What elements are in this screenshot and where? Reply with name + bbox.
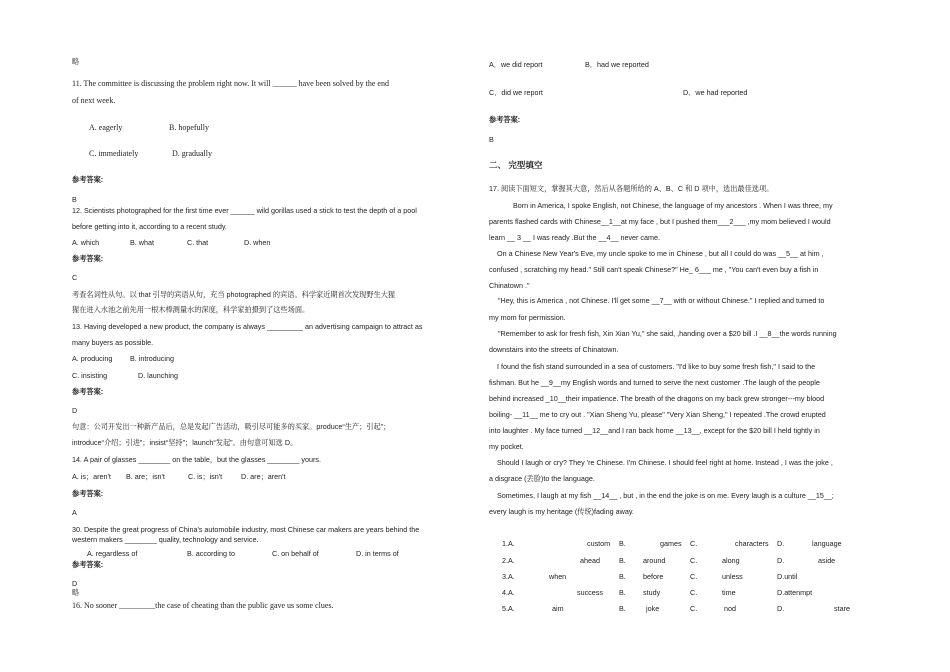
option-b-value: games xyxy=(660,539,682,548)
passage-line: my mom for permission. xyxy=(489,313,566,322)
option-b-value: before xyxy=(643,572,664,581)
passage-line: Born in America, I spoke English, not Chinese, the language of my ancestors . When I was three, my xyxy=(513,201,833,210)
passage-line: confused , scratching my head." Still can't speak Chinese?" He_ 6___ me , "You can't even buy a fish in xyxy=(489,265,819,274)
answer-value: B xyxy=(72,195,77,204)
option-number: 3.A. xyxy=(502,572,515,581)
answer-label: 参考答案: xyxy=(72,254,104,263)
option-d-letter: D. xyxy=(777,556,785,565)
q16-option-d: D．we had reported xyxy=(683,88,748,97)
option-c-letter: C. xyxy=(690,539,698,548)
q14-option-a: A. is；aren't xyxy=(72,472,111,481)
option-c-value: nod xyxy=(724,604,736,613)
option-b-letter: B. xyxy=(619,556,626,565)
answer-label: 参考答案: xyxy=(489,115,521,124)
explanation-line: 猩在进入水池之前先用一根木棒测量水的深度，科学家拍摄到了这些场面。 xyxy=(72,305,310,314)
option-b-letter: B. xyxy=(619,572,626,581)
option-a-value: custom xyxy=(587,539,611,548)
option-b-letter: B. xyxy=(619,539,626,548)
q12-option-c: C. that xyxy=(187,238,209,247)
option-number: 1.A. xyxy=(502,539,515,548)
option-number: 4.A. xyxy=(502,588,515,597)
passage-line: Sometimes, I laugh at my fish __14__ , but , in the end the joke is on me. Every laugh is a culture __15__; xyxy=(497,491,834,500)
passage-line: fishman. But he __9__my English words and turned to serve the next customer .The laugh of the people xyxy=(489,378,820,387)
answer-label: 参考答案: xyxy=(72,489,104,498)
option-c-value: along xyxy=(722,556,740,565)
option-b-value: study xyxy=(643,588,661,597)
q13-option-b: B. introducing xyxy=(130,354,174,363)
q13-option-c: C. insisting xyxy=(72,371,108,380)
q11-option-a: A. eagerly xyxy=(89,123,123,132)
option-a-value: ahead xyxy=(580,556,600,565)
option-b-value: around xyxy=(643,556,666,565)
option-c-value: time xyxy=(722,588,736,597)
passage-line: Should I laugh or cry? They 're Chinese. I'm Chinese. I should feel right at home. Instead , I was the joke , xyxy=(497,458,833,467)
passage-line: boiling- __11__ me to cry out . "Xian Sheng Yu, please" "Very Xian Sheng," I repeated .The crowd erupted xyxy=(489,410,826,419)
option-b-value: joke xyxy=(646,604,660,613)
answer-value: D xyxy=(72,406,78,415)
passage-line: On a Chinese New Year's Eve, my uncle spoke to me in Chinese , but all I could do was __5__ at him , xyxy=(497,249,824,258)
answer-value: D xyxy=(72,579,78,588)
passage-line: "Hey, this is America , not Chinese. I'll get some __7__ with or without Chinese." I replied and turned to xyxy=(498,296,825,305)
option-d-value: aside xyxy=(818,556,836,565)
passage-line: behind increased _10__their impatience. The breath of the dragons on my back grew stronger---my blood xyxy=(489,394,825,403)
question-11-line1: 11. The committee is discussing the problem right now. It will ______ have been solved by the end xyxy=(72,79,389,88)
question-11-line2: of next week. xyxy=(72,96,116,105)
question-14-line1: 14. A pair of glasses ________ on the table，but the glasses ________ yours. xyxy=(72,455,321,464)
option-c-letter: C. xyxy=(690,588,698,597)
answer-value: A xyxy=(72,508,77,517)
q30-option-a: A. regardless of xyxy=(87,549,138,558)
question-17-intro: 17. 阅读下面短文，掌握其大意，然后从各题所给的 A、B、C 和 D 项中，选出最佳选项。 xyxy=(489,184,774,193)
note-lue: 略 xyxy=(72,57,80,66)
q12-option-b: B. what xyxy=(130,238,154,247)
passage-line: parents flashed cards with Chinese__1__at my face , but I pushed them___2___ ,my mom believed I would xyxy=(489,217,831,226)
passage-line: learn __ 3 __ I was ready .But the __4__ never came. xyxy=(489,233,661,242)
passage-line: into laughter . My face turned __12__and I ran back home __13__, except for the $20 bill I held tightly in xyxy=(489,426,820,435)
option-d-value: language xyxy=(812,539,842,548)
option-c-letter: C. xyxy=(690,572,698,581)
explanation-line: 句意：公司开发出一种新产品后，总是发起广告活动，吸引尽可能多的买家。produce“生产；引起”； xyxy=(72,422,391,431)
question-16-line1: 16. No sooner _________the case of cheating than the public gave us some clues. xyxy=(72,601,334,610)
option-c-value: unless xyxy=(722,572,743,581)
q11-option-d: D. gradually xyxy=(172,149,212,158)
option-d-value: stare xyxy=(834,604,850,613)
question-13-line1: 13. Having developed a new product, the company is always _________ an advertising campaign to attract as xyxy=(72,322,423,331)
passage-line: I found the fish stand surrounded in a sea of customers. "I'd like to buy some fresh fish," I said to the xyxy=(497,362,816,371)
option-a-value: aim xyxy=(552,604,564,613)
q11-option-c: C. immediately xyxy=(89,149,139,158)
passage-line: a disgrace (丢脸)to the language. xyxy=(489,474,595,483)
q14-option-b: B. are；isn't xyxy=(126,472,165,481)
option-a-value: when xyxy=(549,572,567,581)
question-12-line1: 12. Scientists photographed for the first time ever ______ wild gorillas used a stick to test the depth of a pool xyxy=(72,206,417,215)
option-d-letter: D.attenmpt xyxy=(777,588,813,597)
passage-line: downstairs into the streets of Chinatown. xyxy=(489,345,619,354)
question-30-line1: 30. Despite the great progress of China's automobile industry, most Chinese car makers are years behind the xyxy=(72,525,420,534)
q12-option-d: D. when xyxy=(244,238,271,247)
q16-option-b: B．had we reported xyxy=(585,60,649,69)
option-number: 5.A. xyxy=(502,604,515,613)
q16-option-c: C．did we report xyxy=(489,88,543,97)
passage-line: Chinatown ." xyxy=(489,281,530,290)
explanation-line: introduce“介绍；引进”；insist“坚持”；launch“发起”。由句意可知选 D。 xyxy=(72,438,298,447)
answer-value: B xyxy=(489,135,494,144)
option-d-letter: D. xyxy=(777,604,785,613)
passage-line: every laugh is my heritage (传统)fading away. xyxy=(489,507,634,516)
option-d-letter: D. xyxy=(777,539,785,548)
answer-value: C xyxy=(72,273,78,282)
q30-option-d: D. in terms of xyxy=(356,549,399,558)
option-c-value: characters xyxy=(735,539,769,548)
question-12-line2: before getting into it, according to a recent study. xyxy=(72,222,227,231)
explanation-line: 考查名词性从句。以 that 引导的宾语从句，充当 photographed 的宾语。科学家近期首次发现野生大猩 xyxy=(72,290,396,299)
option-number: 2.A. xyxy=(502,556,515,565)
question-30-line2: western makers ________ quality, technology and service. xyxy=(72,535,259,544)
passage-line: "Remember to ask for fresh fish, Xin Xian Yu," she said, ,handing over a $20 bill .I __8__the words running xyxy=(498,329,837,338)
passage-line: my pocket. xyxy=(489,442,524,451)
q30-option-c: C. on behalf of xyxy=(272,549,319,558)
q11-option-b: B. hopefully xyxy=(169,123,209,132)
q13-option-a: A. producing xyxy=(72,354,113,363)
option-c-letter: C. xyxy=(690,604,698,613)
option-c-letter: C. xyxy=(690,556,698,565)
answer-label: 参考答案: xyxy=(72,175,104,184)
answer-label: 参考答案: xyxy=(72,560,104,569)
note-lue: 略 xyxy=(72,588,80,597)
option-d-letter: D.until xyxy=(777,572,798,581)
question-13-line2: many buyers as possible. xyxy=(72,338,154,347)
section-heading: 二、 完型填空 xyxy=(489,160,543,170)
answer-label: 参考答案: xyxy=(72,387,104,396)
q14-option-d: D. are；aren't xyxy=(241,472,286,481)
q12-option-a: A. which xyxy=(72,238,100,247)
q13-option-d: D. launching xyxy=(138,371,178,380)
option-b-letter: B. xyxy=(619,588,626,597)
q14-option-c: C. is；isn't xyxy=(188,472,223,481)
option-b-letter: B. xyxy=(619,604,626,613)
q30-option-b: B. according to xyxy=(187,549,235,558)
option-a-value: success xyxy=(577,588,603,597)
q16-option-a: A．we did report xyxy=(489,60,543,69)
